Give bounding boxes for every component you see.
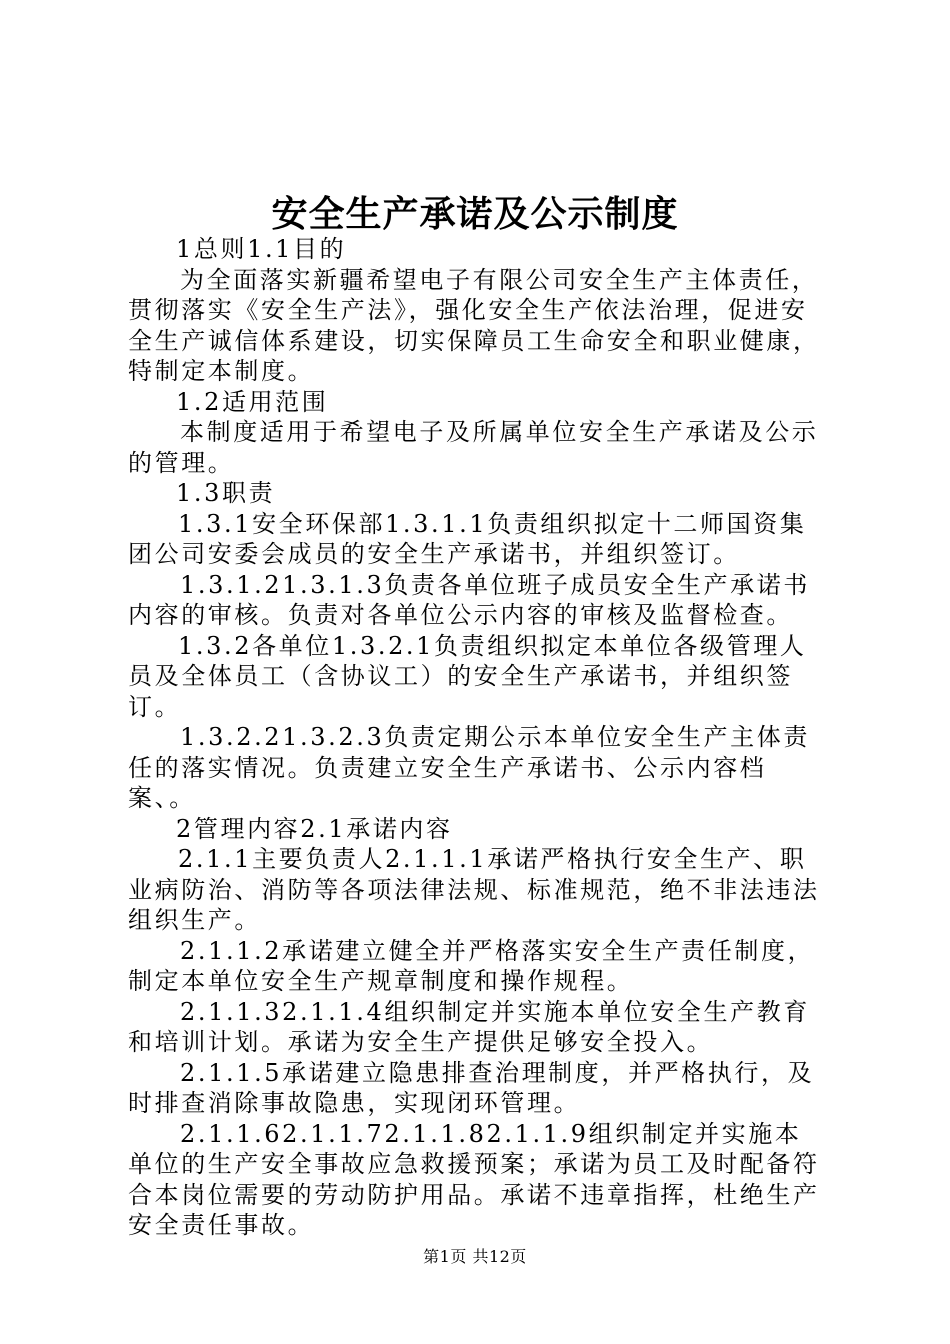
paragraph-duty-1: 1.3.1安全环保部1.3.1.1负责组织拟定十二师国资集团公司安委会成员的安全生产承诺书，并组织签订。 xyxy=(128,509,807,568)
paragraph-commitment-5: 2.1.1.62.1.1.72.1.1.82.1.1.9组织制定并实施本单位的生产安全事故应急救援预案；承诺为员工及时配备符合本岗位需要的劳动防护用品。承诺不违章指挥，杜绝生产安全责任事故。 xyxy=(128,1119,820,1239)
document-body xyxy=(128,234,828,1241)
paragraph-purpose: 为全面落实新疆希望电子有限公司安全生产主体责任，贯彻落实《安全生产法》，强化安全生产依法治理，促进安全生产诚信体系建设，切实保障员工生命安全和职业健康，特制定本制度。 xyxy=(128,265,820,385)
paragraph-heading-content: 2管理内容2.1承诺内容 xyxy=(176,814,453,843)
paragraph-commitment-3: 2.1.1.32.1.1.4组织制定并实施本单位安全生产教育和培训计划。承诺为安全生产提供足够安全投入。 xyxy=(128,997,810,1056)
paragraph-heading-general: 1总则1.1目的 xyxy=(176,235,347,263)
paragraph-heading-duties: 1.3职责 xyxy=(176,479,276,507)
paragraph-scope: 本制度适用于希望电子及所属单位安全生产承诺及公示的管理。 xyxy=(128,418,819,477)
paragraph-commitment-2: 2.1.1.2承诺建立健全并严格落实安全生产责任制度，制定本单位安全生产规章制度和操作规程。 xyxy=(128,936,815,995)
paragraph-duty-3: 1.3.2各单位1.3.2.1负责组织拟定本单位各级管理人员及全体员工（含协议工）的安全生产承诺书，并组织签订。 xyxy=(128,631,807,721)
paragraph-commitment-4: 2.1.1.5承诺建立隐患排查治理制度，并严格执行，及时排查消除事故隐患，实现闭环管理。 xyxy=(128,1058,815,1117)
paragraph-duty-4: 1.3.2.21.3.2.3负责定期公示本单位安全生产主体责任的落实情况。负责建立安全生产承诺书、公示内容档案、。 xyxy=(128,723,810,812)
paragraph-heading-scope: 1.2适用范围 xyxy=(176,387,329,416)
paragraph-duty-2: 1.3.1.21.3.1.3负责各单位班子成员安全生产承诺书内容的审核。负责对各单位公示内容的审核及监督检查。 xyxy=(128,570,810,629)
paragraph-commitment-1: 2.1.1主要负责人2.1.1.1承诺严格执行安全生产、职业病防治、消防等各项法律法规、标准规范，绝不非法违法组织生产。 xyxy=(128,845,820,934)
page-footer: 第1页 共12页 xyxy=(423,1247,527,1266)
document-title: 安全生产承诺及公示制度 xyxy=(271,194,679,235)
